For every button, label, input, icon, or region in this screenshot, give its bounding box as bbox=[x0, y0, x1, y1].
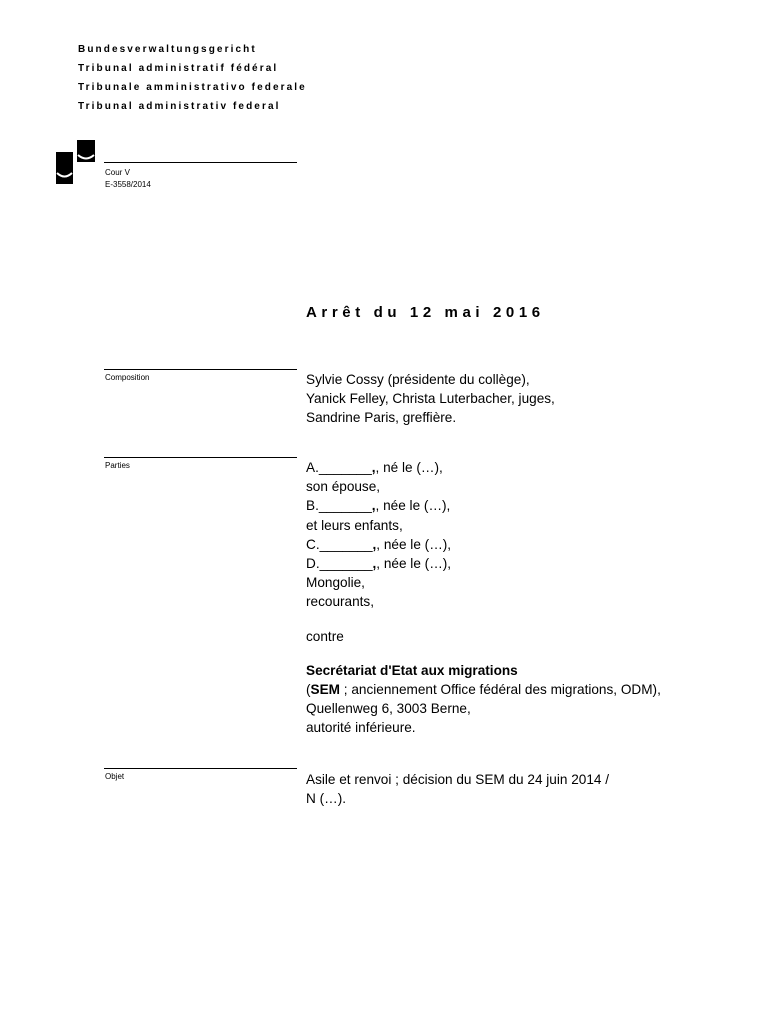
court-name-de: Bundesverwaltungsgericht bbox=[78, 44, 257, 55]
party-b-details: , née le (…), bbox=[375, 498, 451, 514]
party-d-comma: , bbox=[372, 556, 377, 572]
court-name-it: Tribunale amministrativo federale bbox=[78, 82, 307, 93]
party-a bbox=[306, 458, 661, 477]
case-number: E-3558/2014 bbox=[105, 180, 151, 189]
judgment-title: Arrêt du 12 mai 2016 bbox=[306, 304, 545, 321]
party-d bbox=[306, 554, 661, 573]
party-d-details: , née le (…), bbox=[376, 556, 452, 572]
objet-block bbox=[306, 770, 609, 808]
party-spouse-line: son épouse, bbox=[306, 479, 381, 495]
court-names bbox=[78, 40, 307, 116]
parties-divider bbox=[104, 457, 297, 458]
party-c-comma: , bbox=[372, 536, 377, 552]
party-a-comma: , bbox=[371, 460, 376, 475]
authority-address: Quellenweg 6, 3003 Berne, bbox=[306, 701, 471, 717]
objet-line: N (…). bbox=[306, 791, 347, 807]
court-name-rm: Tribunal administrativ federal bbox=[78, 101, 281, 112]
composition-block bbox=[306, 370, 555, 428]
party-a-details: , né le (…), bbox=[375, 460, 443, 475]
party-c-name: C._______ bbox=[306, 536, 373, 552]
court-chamber: Cour V bbox=[105, 168, 130, 177]
party-b-name: B._______ bbox=[306, 498, 372, 514]
court-name-fr: Tribunal administratif fédéral bbox=[78, 63, 279, 74]
parties-label: Parties bbox=[105, 461, 130, 470]
composition-line: Sylvie Cossy (présidente du collège), bbox=[306, 372, 530, 387]
party-a-name: A._______ bbox=[306, 460, 372, 475]
court-reference bbox=[105, 167, 151, 191]
composition-line: Sandrine Paris, greffière. bbox=[306, 410, 457, 426]
party-c bbox=[306, 535, 661, 554]
contre-line: contre bbox=[306, 628, 344, 644]
composition-label: Composition bbox=[105, 373, 150, 382]
party-country-line: Mongolie, bbox=[306, 575, 365, 591]
objet-line: Asile et renvoi ; décision du SEM du 24 juin 2014 / bbox=[306, 772, 610, 787]
party-children-line: et leurs enfants, bbox=[306, 517, 403, 533]
party-role-line: recourants, bbox=[306, 594, 375, 610]
authority-role: autorité inférieure. bbox=[306, 720, 416, 736]
composition-line: Yanick Felley, Christa Luterbacher, juges, bbox=[306, 391, 555, 407]
party-d-name: D._______ bbox=[306, 556, 373, 572]
authority-description: (SEM ; anciennement Office fédéral des migrations, ODM), bbox=[306, 682, 661, 698]
authority-abbr: SEM bbox=[310, 682, 340, 698]
objet-divider bbox=[104, 768, 297, 769]
party-b-comma: , bbox=[371, 498, 376, 514]
header-divider bbox=[104, 162, 297, 163]
composition-divider bbox=[104, 369, 297, 370]
party-b bbox=[306, 496, 661, 515]
objet-label: Objet bbox=[105, 772, 125, 781]
authority-name: Secrétariat d'Etat aux migrations bbox=[306, 662, 518, 678]
party-c-details: , née le (…), bbox=[376, 536, 452, 552]
court-logo-icon bbox=[56, 140, 96, 186]
parties-block bbox=[306, 458, 661, 738]
